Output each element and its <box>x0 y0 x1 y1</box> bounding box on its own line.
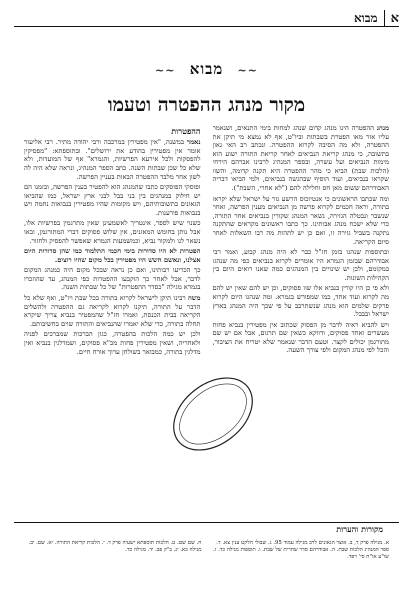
paragraph <box>213 248 390 282</box>
footnotes-right: א. מגילה פרק ד, ב. אוצר הגאונים לרב מגילה עמוד 95. ג. שבולי הלקט ענין צא. ד. ספר המנהיג הלכות שבת. ה. אבודרהם סדר שחרית של שבת. ו. תוספות מגילה כד. ז. שו"ע או"ח סי' רפד. <box>213 540 389 561</box>
section-heading <box>0 60 413 79</box>
paragraph <box>24 266 201 292</box>
footnotes <box>24 540 389 561</box>
paragraph-text: ויש להביא ראיה לדבר מן הפסוק שכתוב אין מפטירין בנביא פחות מעשרים ואחד פסוקים, ודווקא כשאין שם תרגום, אבל אם יש שם מתורגמן יכולים לקצר. וטעם הדבר שנאמר שלא יטריח את הציבור, והכל לפי מנהג המקום ולפי צורך השעה. <box>212 320 389 355</box>
paragraph-text: ובתוספות שנהגו בזמן חז"ל כבר לא היה מנהג קבוע, ואמר רבי אבודרהם שבזמן הגמרא היו אומרים לקרוא בנביאים כפי מה שנהגו במקומם, ולכן יש שינויים בין המנהגים כמה שאנו רואים היום בין הקהילות השונות. <box>212 248 389 282</box>
paragraph-text: רבינו תיקן לישראל לקרוא בתורה בכל שבת ויו"ט, ואף שלא כל הדבר על התורה, תיקנו לקרוא לקריאה גם ההפטרה ולהשלים הקריאה בבית הכנסת, ואמרו חז"ל שהמפטיר בנביא צריך שיקרא תחלה בתורה, כדי שלא יאמרו שהנביאים והתורה שוים בחשיבותם. <box>24 294 201 328</box>
paragraph <box>213 284 390 318</box>
paragraph-text: במשנה, "אין מפטירין במרכבה ורבי יהודה מתיר. רבי אליעזר אומר אין מפטירין בהודע את ירושלים". ובתוספתא: "מפסיקין להפסקות ולכל אירעא הפרשיות, והגמרא" אף של המועדות, ולא שלא כל שכן שבתות השנה. כתב הספר המנהיג, ונראה שלא היה לה לשון אחר מלבד ההפטרה הבאות בעניין הפרשה. <box>24 138 201 181</box>
running-section: מבוא <box>353 10 378 25</box>
paragraph <box>24 183 201 217</box>
paragraph <box>24 294 201 328</box>
lead-word: משה <box>187 294 201 303</box>
footnotes-left: ח. שם שם. ט. הלכות תוספתא ישעיה פרק ד. י. הלכות קריאת התורה. יא. שם. יב. מגילה כא. יג. ב"ק פב. יד. מגילה כד. <box>28 540 202 554</box>
right-column <box>213 124 390 514</box>
paragraph-text: כך הכריעו רבותינו, ואם כן נראה שבכל מקום היה כמנהג המקום לדבר, אבל לאחר כך הוקבעו ההפטרות כפי המנהג, עד שהוזכרו בגמרא מגילה "כסדר ההפטרות" של כל שבתות השנה. <box>24 266 201 292</box>
header-rule <box>14 26 399 27</box>
footnotes-title: מקורות והערות <box>336 524 383 534</box>
paragraph-text: ולא פי כן היו קורין בנביא אלו שוו פסוקים, וכן יש להם שאין יש להם מה לקרוא ועוד אחד, כמו שמפורש בגמרא. ומה שנהגו היום לקרוא פרקים שלמים הוא מנהג שנשתרבב על פי שכך היה המנהג בארץ ישראל ובבבל. <box>212 284 389 319</box>
left-column <box>24 124 201 514</box>
page-letter: א <box>384 10 399 26</box>
paragraph-text: ופוסקי הפוסקים כתבו שהמנהג הוא להפטיר בענין הפרשה, ובזמנו הם יש חילוק במנהגים בין בני בבל לבני ארץ ישראל, כמו שהביאו הגאונים בתשובותיהם, ויש מקומות שהיו מפטירין בנבואות נחמה ויש בנבואות פורענות. <box>24 183 201 217</box>
lead-word: מנהג <box>376 124 389 132</box>
paragraph-text: ההפטרה הינו מנהג קדום שנהג למחות בימי התנאים, ושנאמר עליו אזר מאו הפטרת בשבתות וביו"ט, אף לא נמצא מי תיקן את ההפטרה, ולא מה הסיבה לקרוא ההפטרה. ונכתב רב האי גאון בתשובה, כי מנהג קריאת הנביאים לאחר קריאת התורה ישוע הוא מימות הנביאים ועל עשרה, ובספר המנהיג לרבינו אברהם הירחי (הלכות שבת) הביא כי מהר ההפטרה היא תקנה קדומה, והשוו שקראו בנביאים, ועוד הוסיף שבהגשה בנביאים, ולמי הביאו דבריה האבודרהם ששום מאן חס וחלילה להם ("לא אחרי, השבת"). <box>212 124 389 193</box>
paragraph <box>213 124 390 193</box>
footnote-rule <box>14 522 399 523</box>
paragraph <box>213 321 390 355</box>
paragraph <box>24 330 201 356</box>
lead-word: נאמר <box>186 138 201 147</box>
paragraph-text: ומה שכתבו הראשונים כי אנטיוכוס הרשע גזר על ישראל שלא יקראו בתורה, וראה חכמים לקרוא פרשה מן הנביאים מענין הפרשה, ואחר שנשבר ונבטלה הגזירה, נשאר המנהג שקורין בנביאים אחר התורה, כדי שלא ישכח מנהג אבותינו. כך כתבו ראשונים מקראים שהתקנה נתקנה בשביל גזירה זו, ואם כן יש לתהות מה רבו השאלות לאחר סיום הקריאה. <box>212 194 389 246</box>
main-title: מקור מנהג ההפטרה וטעמו <box>107 94 306 116</box>
paragraph <box>24 219 201 245</box>
page-header <box>14 8 399 28</box>
paragraph-text: כשנוי שיש לספר, אינטריך לאשמעינן שאין מתרגמין בפרשיות אלו, אבל נותן בחומש המאזנים, אין שלוש פסוקים דברי המתורגמן, ובאו נשאר לנו ולמקור נביא, וכמשמעות הגמרא שאפשר להפסיק ולחזור. <box>24 219 201 245</box>
paragraph-text: ולכן יש כמה הלכות בהפטרה, כגון הברכות שמברכים לפניה ולאחריה, ושאין מפטירין פחות מכ"א פסוקים, ושמדלגין בנביא ואין מדלגין בתורה, כמבואר בשולחן ערוך אורח חיים. <box>24 330 201 356</box>
column-subheading: ההפטרות <box>171 126 201 136</box>
emphasized-paragraph: הפטרות לא היו סדורות בימי חכמי התלמוד כמו שהן סדורות היום אצלנו, ונאשם חשש היו מפטירין בכל מקום שהיו רוצים. <box>24 247 201 264</box>
ornament-right-icon: ~~ <box>237 64 258 77</box>
paragraph <box>213 195 390 246</box>
ornament-left-icon: ~~ <box>155 64 176 77</box>
text-columns <box>24 124 389 514</box>
paragraph <box>24 138 201 181</box>
section-title: מבוא <box>189 60 224 78</box>
